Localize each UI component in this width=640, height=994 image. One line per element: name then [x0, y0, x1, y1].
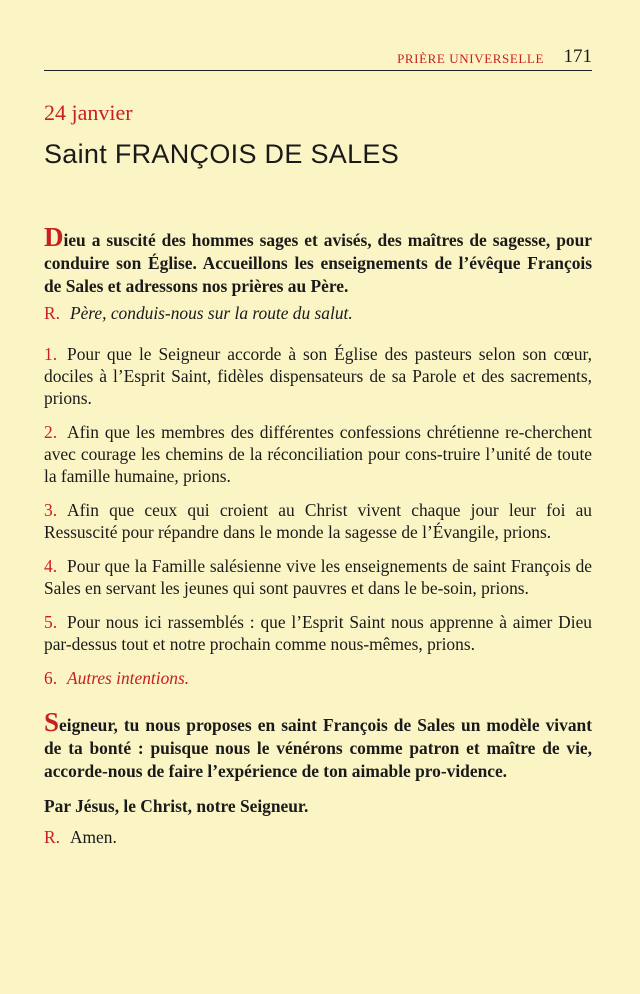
intention-text: Pour nous ici rassemblés : que l’Esprit Saint nous apprenne à aimer Dieu par-dessus tout et notre prochain comme nous-mêmes, prions.: [44, 612, 592, 654]
page-header: [44, 46, 592, 71]
other-intentions: [44, 667, 592, 689]
prayer-dropcap: S: [44, 707, 60, 737]
closing-prayer: [44, 707, 592, 783]
intention-text: Pour que la Famille salésienne vive les enseignements de saint François de Sales en servant les jeunes qui sont pauvres et dans le be-soin, prions.: [44, 556, 592, 598]
prayer-text: eigneur, tu nous proposes en saint François de Sales un modèle vivant de ta bonté : puisque nous le vénérons comme patron et maître de vie, accorde-nous de faire l’expérience de ton aimable pro-vidence.: [44, 715, 592, 781]
intention-item: [44, 611, 592, 655]
intention-number: 6.: [44, 668, 58, 688]
intention-item: [44, 421, 592, 487]
introduction: [44, 222, 592, 298]
intention-number: 1.: [44, 344, 58, 364]
page-number: 171: [563, 46, 592, 67]
intro-text: ieu a suscité des hommes sages et avisés, des maîtres de sagesse, pour conduire son Église. Accueillons les enseignements de l’évêque François de Sales et adressons nos prières au Père.: [44, 230, 592, 296]
intro-dropcap: D: [44, 222, 64, 252]
response-text: Père, conduis-nous sur la route du salut.: [69, 303, 353, 323]
response-mark: R.: [44, 303, 60, 323]
intention-number: 3.: [44, 500, 58, 520]
amen-text: Amen.: [69, 827, 117, 847]
feast-date: 24 janvier: [44, 100, 133, 125]
intention-number: 4.: [44, 556, 58, 576]
intention-number: 2.: [44, 422, 58, 442]
intention-item: [44, 499, 592, 543]
saint-name: Saint FRANÇOIS DE SALES: [44, 139, 400, 169]
intention-number: 5.: [44, 612, 58, 632]
intention-text: Afin que les membres des différentes confessions chrétienne re-cherchent avec courage les chemins de la réconciliation pour cons-truire l’unité de toute la famille humaine, prions.: [44, 422, 592, 486]
response-line: [44, 302, 592, 324]
section-title: PRIÈRE UNIVERSELLE: [397, 51, 544, 66]
other-intentions-text: Autres intentions.: [67, 668, 190, 688]
intentions-list: [44, 343, 592, 701]
amen-mark: R.: [44, 827, 60, 847]
amen-line: [44, 826, 117, 848]
intention-text: Pour que le Seigneur accorde à son Église des pasteurs selon son cœur, dociles à l’Esprit Saint, fidèles dispensateurs de sa Parole et des sacrements, prions.: [44, 344, 592, 408]
intention-item: [44, 343, 592, 409]
intention-item: [44, 555, 592, 599]
intention-text: Afin que ceux qui croient au Christ vivent chaque jour leur foi au Ressuscité pour répandre dans le monde la sagesse de l’Évangile, prions.: [44, 500, 592, 542]
prayer-conclusion: Par Jésus, le Christ, notre Seigneur.: [44, 796, 309, 816]
